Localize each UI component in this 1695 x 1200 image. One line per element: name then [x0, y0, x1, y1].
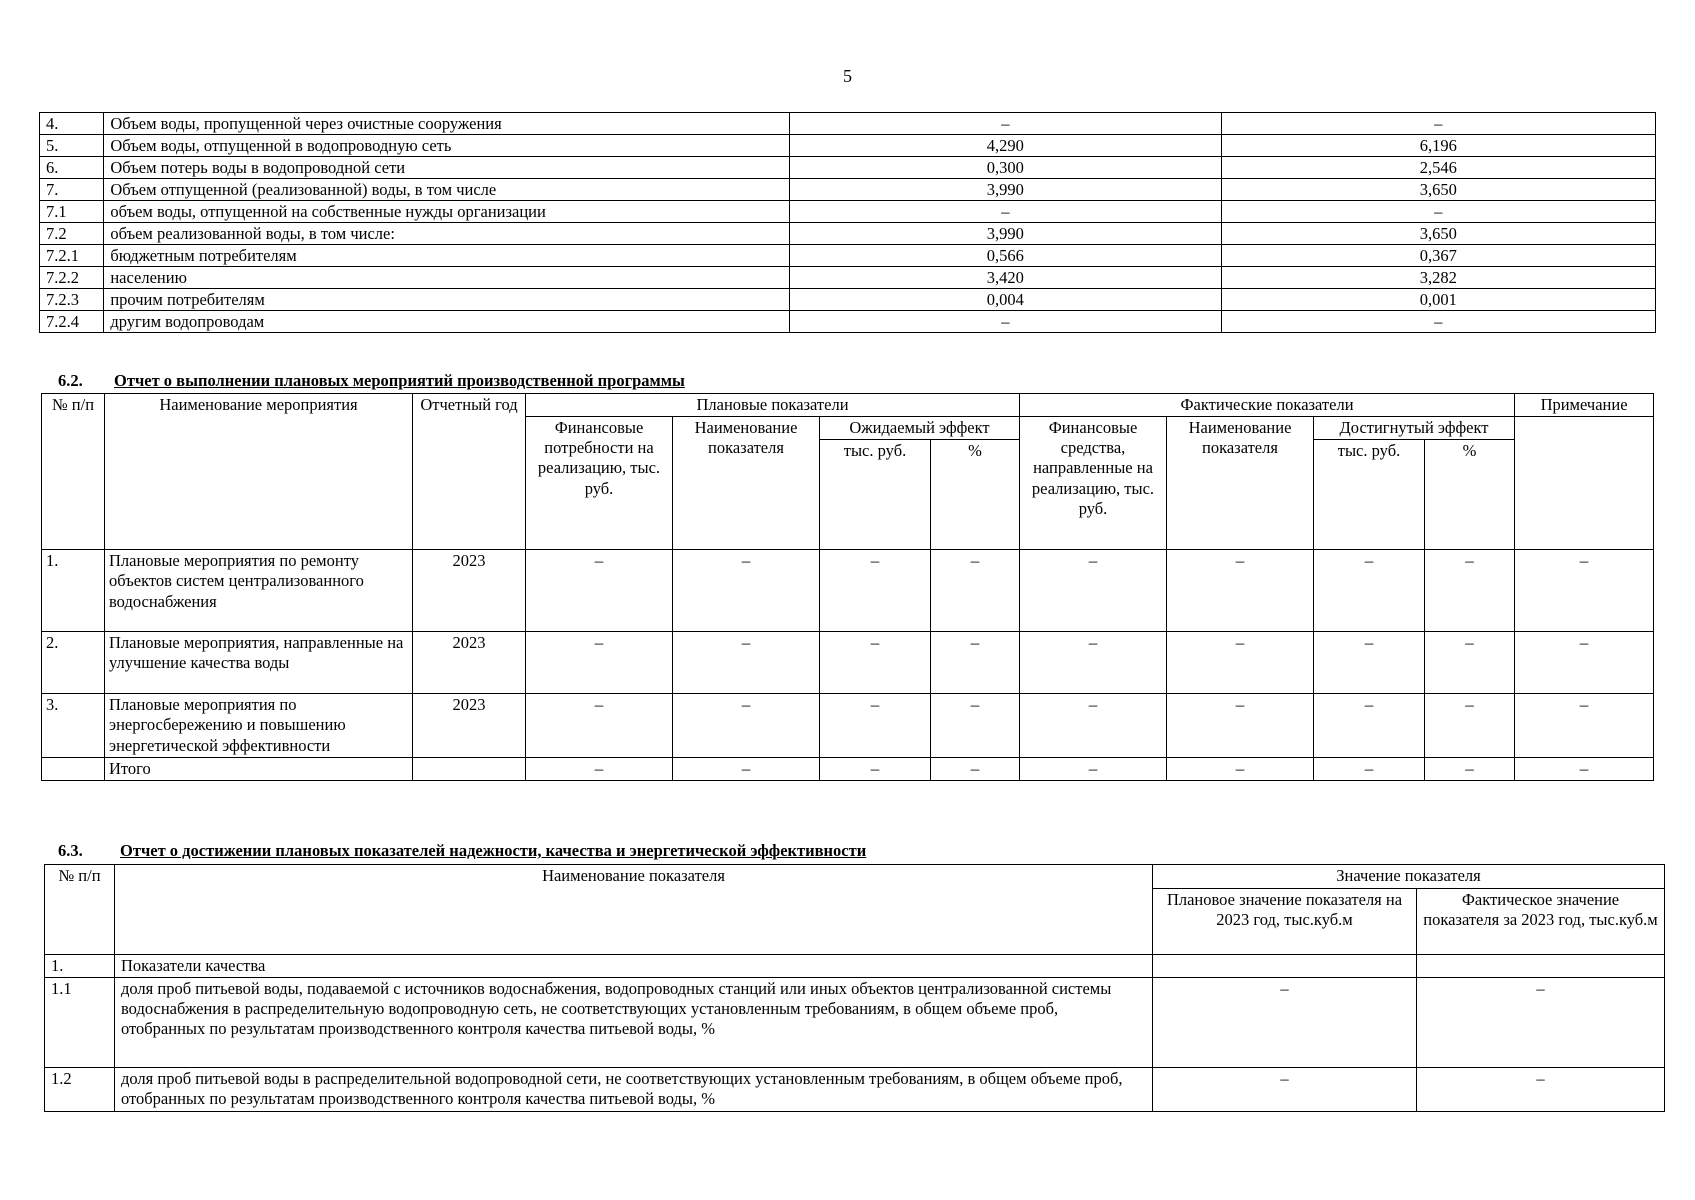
- cell-name: Объем воды, отпущенной в водопроводную сеть: [104, 135, 790, 157]
- cell-year: 2023: [413, 632, 526, 694]
- col-num: № п/п: [42, 394, 105, 550]
- cell-dash: –: [1425, 632, 1515, 694]
- table-row: [40, 311, 1656, 333]
- cell-name: Показатели качества: [115, 955, 1153, 978]
- cell-dash: –: [1167, 632, 1314, 694]
- col-plan-value: Плановое значение показателя на 2023 год, тыс.куб.м: [1153, 889, 1417, 955]
- cell-num: 6.: [40, 157, 104, 179]
- cell-fact: –: [1417, 1068, 1665, 1112]
- col-fact-pct: %: [1425, 440, 1515, 550]
- cell-num: 7.: [40, 179, 104, 201]
- col-fact-fin: Финансовые средства, направленные на реализацию, тыс. руб.: [1020, 417, 1167, 550]
- table-row: [40, 157, 1656, 179]
- cell-dash: –: [526, 694, 673, 757]
- cell-plan: 4,290: [790, 135, 1221, 157]
- cell-dash: –: [526, 757, 673, 781]
- cell-dash: –: [1314, 632, 1425, 694]
- cell-dash: –: [673, 694, 820, 757]
- cell-name: Объем отпущенной (реализованной) воды, в том числе: [104, 179, 790, 201]
- cell-name: объем воды, отпущенной на собственные нужды организации: [104, 201, 790, 223]
- table-row: [40, 245, 1656, 267]
- page-number: 5: [843, 66, 852, 86]
- cell-plan: 3,990: [790, 223, 1221, 245]
- cell-dash: –: [1425, 757, 1515, 781]
- cell-name: населению: [104, 267, 790, 289]
- cell-fact: [1417, 955, 1665, 978]
- cell-dash: –: [1314, 550, 1425, 632]
- cell-fact: 3,282: [1221, 267, 1655, 289]
- cell-fact: –: [1417, 978, 1665, 1068]
- col-plan-effect: Ожидаемый эффект: [820, 417, 1020, 440]
- cell-fact: 3,650: [1221, 179, 1655, 201]
- col-indicator-name: Наименование показателя: [115, 865, 1153, 955]
- cell-dash: –: [1314, 757, 1425, 781]
- cell-num: 7.2.1: [40, 245, 104, 267]
- cell-dash: –: [526, 550, 673, 632]
- cell-dash: –: [1515, 550, 1654, 632]
- cell-dash: –: [931, 757, 1020, 781]
- cell-name: Объем воды, пропущенной через очистные сооружения: [104, 113, 790, 135]
- cell-fact: –: [1221, 113, 1655, 135]
- cell-num: 7.2.3: [40, 289, 104, 311]
- cell-fact: 0,001: [1221, 289, 1655, 311]
- cell-num: 1.: [45, 955, 115, 978]
- cell-name: Итого: [105, 757, 413, 781]
- cell-plan: –: [1153, 1068, 1417, 1112]
- cell-fact: –: [1221, 201, 1655, 223]
- table-row: [40, 113, 1656, 135]
- cell-num: 1.2: [45, 1068, 115, 1112]
- cell-fact: 2,546: [1221, 157, 1655, 179]
- cell-dash: –: [1515, 757, 1654, 781]
- table-row: [40, 289, 1656, 311]
- cell-plan: –: [790, 311, 1221, 333]
- planned-measures-table: [41, 393, 1654, 781]
- table-row: [42, 757, 1654, 781]
- cell-plan: 3,420: [790, 267, 1221, 289]
- table-row: [40, 179, 1656, 201]
- cell-plan: 0,566: [790, 245, 1221, 267]
- cell-name: Плановые мероприятия по энергосбережению и повышению энергетической эффективности: [105, 694, 413, 757]
- table-row: [42, 550, 1654, 632]
- cell-dash: –: [673, 757, 820, 781]
- col-year: Отчетный год: [413, 394, 526, 550]
- table-row: [45, 955, 1665, 978]
- cell-plan: –: [790, 113, 1221, 135]
- col-value-group: Значение показателя: [1153, 865, 1665, 889]
- cell-name: объем реализованной воды, в том числе:: [104, 223, 790, 245]
- indicators-table: [44, 864, 1665, 1112]
- cell-name: прочим потребителям: [104, 289, 790, 311]
- cell-dash: –: [1020, 632, 1167, 694]
- col-num: № п/п: [45, 865, 115, 955]
- cell-dash: –: [1515, 632, 1654, 694]
- col-fact-ind: Наименование показателя: [1167, 417, 1314, 550]
- cell-num: 3.: [42, 694, 105, 757]
- cell-dash: –: [1020, 694, 1167, 757]
- cell-plan: 0,004: [790, 289, 1221, 311]
- col-plan-group: Плановые показатели: [526, 394, 1020, 417]
- cell-num: 2.: [42, 632, 105, 694]
- col-fact-effect: Достигнутый эффект: [1314, 417, 1515, 440]
- cell-dash: –: [931, 550, 1020, 632]
- cell-dash: –: [673, 550, 820, 632]
- col-plan-ind: Наименование показателя: [673, 417, 820, 550]
- table-row: [40, 223, 1656, 245]
- cell-name: Объем потерь воды в водопроводной сети: [104, 157, 790, 179]
- water-volume-table: [39, 112, 1656, 333]
- cell-dash: –: [1167, 757, 1314, 781]
- cell-year: 2023: [413, 694, 526, 757]
- cell-num: 7.2.4: [40, 311, 104, 333]
- cell-dash: –: [526, 632, 673, 694]
- col-plan-fin: Финансовые потребности на реализацию, тыс. руб.: [526, 417, 673, 550]
- cell-name: доля проб питьевой воды, подаваемой с источников водоснабжения, водопроводных станций или иных объектов централизованной системы водоснабжения в распределительную водопроводную сеть, не соответствующих установленным требованиям, в общем объеме проб, отобранных по результатам производственного контроля качества питьевой воды, %: [115, 978, 1153, 1068]
- cell-num: 7.1: [40, 201, 104, 223]
- table-row: [40, 267, 1656, 289]
- col-fact-value: Фактическое значение показателя за 2023 год, тыс.куб.м: [1417, 889, 1665, 955]
- cell-fact: –: [1221, 311, 1655, 333]
- cell-num: 1.: [42, 550, 105, 632]
- cell-num: 5.: [40, 135, 104, 157]
- col-fact-rub: тыс. руб.: [1314, 440, 1425, 550]
- cell-dash: –: [1020, 550, 1167, 632]
- cell-name: доля проб питьевой воды в распределительной водопроводной сети, не соответствующих установленным требованиям, в общем объеме проб, отобранных по результатам производственного контроля качества питьевой воды, %: [115, 1068, 1153, 1112]
- col-note: Примечание: [1515, 394, 1654, 417]
- cell-dash: –: [820, 694, 931, 757]
- cell-dash: –: [820, 757, 931, 781]
- table-row: [40, 135, 1656, 157]
- col-note-sub: [1515, 417, 1654, 550]
- section-6-2-title: 6.2. Отчет о выполнении плановых мероприятий производственной программы: [58, 371, 685, 390]
- cell-plan: –: [1153, 978, 1417, 1068]
- cell-num: [42, 757, 105, 781]
- cell-name: бюджетным потребителям: [104, 245, 790, 267]
- cell-dash: –: [931, 694, 1020, 757]
- col-plan-rub: тыс. руб.: [820, 440, 931, 550]
- cell-dash: –: [1515, 694, 1654, 757]
- cell-num: 7.2: [40, 223, 104, 245]
- cell-fact: 0,367: [1221, 245, 1655, 267]
- cell-name: другим водопроводам: [104, 311, 790, 333]
- col-measure-name: Наименование мероприятия: [105, 394, 413, 550]
- col-fact-group: Фактические показатели: [1020, 394, 1515, 417]
- cell-year: 2023: [413, 550, 526, 632]
- cell-dash: –: [1020, 757, 1167, 781]
- cell-dash: –: [1314, 694, 1425, 757]
- cell-plan: 3,990: [790, 179, 1221, 201]
- cell-num: 7.2.2: [40, 267, 104, 289]
- table-row: [40, 201, 1656, 223]
- cell-dash: –: [820, 550, 931, 632]
- section-6-3-title: 6.3. Отчет о достижении плановых показателей надежности, качества и энергетической эффективности: [58, 841, 867, 860]
- cell-fact: 6,196: [1221, 135, 1655, 157]
- table-row: [42, 694, 1654, 757]
- cell-dash: –: [673, 632, 820, 694]
- cell-dash: –: [820, 632, 931, 694]
- cell-name: Плановые мероприятия по ремонту объектов систем централизованного водоснабжения: [105, 550, 413, 632]
- cell-plan: 0,300: [790, 157, 1221, 179]
- col-plan-pct: %: [931, 440, 1020, 550]
- table-row: [45, 978, 1665, 1068]
- cell-year: [413, 757, 526, 781]
- cell-dash: –: [1425, 550, 1515, 632]
- cell-fact: 3,650: [1221, 223, 1655, 245]
- cell-dash: –: [931, 632, 1020, 694]
- cell-plan: [1153, 955, 1417, 978]
- cell-plan: –: [790, 201, 1221, 223]
- cell-num: 4.: [40, 113, 104, 135]
- cell-dash: –: [1425, 694, 1515, 757]
- table-row: [42, 632, 1654, 694]
- cell-dash: –: [1167, 550, 1314, 632]
- table-row: [45, 1068, 1665, 1112]
- cell-name: Плановые мероприятия, направленные на улучшение качества воды: [105, 632, 413, 694]
- cell-num: 1.1: [45, 978, 115, 1068]
- cell-dash: –: [1167, 694, 1314, 757]
